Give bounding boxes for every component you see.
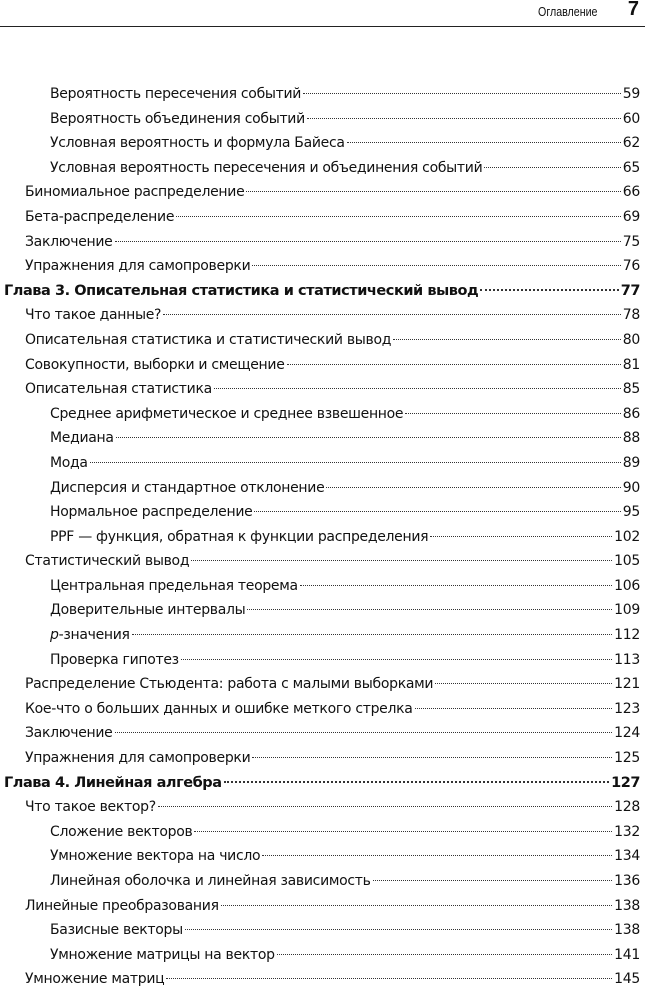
- toc-entry-page: 121: [614, 676, 640, 693]
- dot-leader: [405, 413, 621, 414]
- dot-leader: [307, 118, 621, 119]
- dot-leader: [300, 585, 612, 586]
- toc-section-entry[interactable]: [0, 894, 645, 919]
- toc-subsection-entry[interactable]: [0, 131, 645, 156]
- toc-subsection-entry[interactable]: [0, 426, 645, 451]
- dot-leader: [224, 781, 610, 783]
- toc-entry-title: Упражнения для самопроверки: [25, 750, 251, 767]
- toc-entry-title: Условная вероятность и формула Байеса: [50, 135, 345, 152]
- dot-leader: [252, 757, 612, 758]
- toc-entry-title: Глава 4. Линейная алгебра: [4, 774, 222, 791]
- toc-entry-page: 106: [614, 577, 640, 594]
- page-number: 7: [627, 0, 639, 20]
- toc-subsection-entry[interactable]: [0, 451, 645, 476]
- dot-leader: [484, 167, 620, 168]
- toc-entry-title: Заключение: [25, 233, 113, 250]
- dot-leader: [347, 142, 621, 143]
- toc-entry-page: 95: [622, 504, 640, 521]
- toc-entry-title: Описательная статистика и статистический вывод: [25, 331, 392, 348]
- toc-entry-page: 75: [622, 233, 640, 250]
- dot-leader: [181, 659, 612, 660]
- toc-entry-title: Вероятность объединения событий: [50, 110, 305, 127]
- toc-entry-page: 123: [614, 700, 640, 717]
- dot-leader: [176, 216, 621, 217]
- toc-entry-title: Медиана: [50, 430, 114, 447]
- toc-subsection-entry[interactable]: [0, 869, 645, 894]
- dot-leader: [435, 683, 612, 684]
- toc-entry-title: Что такое вектор?: [25, 799, 156, 816]
- toc-entry-title: Глава 3. Описательная статистика и статистический вывод: [4, 282, 479, 299]
- toc-entry-title: Упражнения для самопроверки: [25, 258, 251, 275]
- dot-leader: [158, 806, 612, 807]
- dot-leader: [480, 289, 618, 291]
- toc-section-entry[interactable]: [0, 254, 645, 279]
- dot-leader: [214, 388, 621, 389]
- toc-subsection-entry[interactable]: [0, 623, 645, 648]
- toc-subsection-entry[interactable]: [0, 402, 645, 427]
- toc-entry-page: 85: [622, 381, 640, 398]
- toc-entry-page: 141: [614, 946, 640, 963]
- toc-entry-page: 113: [614, 651, 640, 668]
- toc-section-entry[interactable]: [0, 180, 645, 205]
- toc-entry-page: 80: [622, 331, 640, 348]
- toc-entry-page: 145: [614, 971, 640, 988]
- dot-leader: [393, 339, 621, 340]
- toc-entry-page: 59: [622, 86, 640, 102]
- toc-subsection-entry[interactable]: [0, 574, 645, 599]
- toc-subsection-entry[interactable]: [0, 820, 645, 845]
- toc-entry-page: 112: [614, 627, 640, 644]
- toc-section-entry[interactable]: [0, 328, 645, 353]
- toc-entry-title: Линейные преобразования: [25, 897, 219, 914]
- toc-entry-title: Совокупности, выборки и смещение: [25, 356, 285, 373]
- toc-entry-title-text: -значения: [58, 627, 130, 644]
- toc-entry-page: 124: [614, 725, 640, 742]
- dot-leader: [115, 732, 613, 733]
- toc-entry-page: 77: [620, 282, 640, 299]
- toc-chapter-entry[interactable]: [0, 279, 645, 304]
- toc-entry-title: Доверительные интервалы: [50, 602, 246, 619]
- dot-leader: [246, 191, 620, 192]
- dot-leader: [254, 511, 620, 512]
- toc-entry-title: Биномиальное распределение: [25, 184, 245, 201]
- toc-entry-title: Умножение матриц: [25, 971, 165, 988]
- dot-leader: [163, 314, 621, 315]
- toc-entry-page: 134: [614, 848, 640, 865]
- toc-entry-title: Вероятность пересечения событий: [50, 86, 302, 102]
- toc-entry-page: 62: [622, 135, 640, 152]
- toc-entry-page: 128: [614, 799, 640, 816]
- dot-leader: [252, 265, 620, 266]
- toc-entry-title: Линейная оболочка и линейная зависимость: [50, 873, 371, 889]
- dot-leader: [166, 978, 612, 979]
- toc-section-entry[interactable]: [0, 746, 645, 771]
- toc-entry-page: 65: [622, 159, 640, 176]
- toc-entry-page: 136: [614, 873, 640, 889]
- toc-entry-title: Кое-что о больших данных и ошибке меткого стрелка: [25, 700, 413, 717]
- toc-entry-title: Описательная статистика: [25, 381, 212, 398]
- table-of-contents: [0, 82, 645, 992]
- toc-entry-title: Умножение матрицы на вектор: [50, 946, 275, 963]
- dot-leader: [303, 93, 621, 94]
- toc-section-entry[interactable]: [0, 795, 645, 820]
- toc-subsection-entry[interactable]: [0, 918, 645, 943]
- toc-entry-title: Дисперсия и стандартное отклонение: [50, 479, 325, 496]
- toc-entry-title: Заключение: [25, 725, 113, 742]
- toc-entry-title: Бета-распределение: [25, 208, 175, 225]
- dot-leader: [430, 536, 612, 537]
- toc-entry-title: Базисные векторы: [50, 922, 183, 939]
- toc-subsection-entry[interactable]: [0, 156, 645, 181]
- toc-entry-title: Нормальное распределение: [50, 504, 253, 521]
- toc-entry-page: 132: [614, 823, 640, 840]
- toc-entry-page: 78: [622, 307, 640, 324]
- toc-section-entry[interactable]: [0, 672, 645, 697]
- dot-leader: [221, 905, 612, 906]
- toc-subsection-entry[interactable]: [0, 943, 645, 968]
- toc-subsection-entry[interactable]: [0, 525, 645, 550]
- toc-entry-page: 109: [614, 602, 640, 619]
- dot-leader: [277, 954, 612, 955]
- running-header: [0, 0, 645, 27]
- dot-leader: [132, 634, 612, 635]
- toc-chapter-entry[interactable]: [0, 771, 645, 796]
- toc-entry-page: 69: [622, 208, 640, 225]
- toc-section-entry[interactable]: [0, 697, 645, 722]
- toc-section-entry[interactable]: [0, 377, 645, 402]
- toc-section-entry[interactable]: [0, 205, 645, 230]
- dot-leader: [115, 241, 621, 242]
- toc-section-entry[interactable]: [0, 230, 645, 255]
- toc-entry-title: Что такое данные?: [25, 307, 162, 324]
- toc-entry-page: 127: [611, 774, 640, 791]
- dot-leader: [373, 880, 613, 881]
- toc-entry-page: 102: [614, 528, 640, 545]
- toc-subsection-entry[interactable]: [0, 844, 645, 869]
- toc-entry-title-italic: p: [50, 627, 59, 644]
- toc-entry-title: Проверка гипотез: [50, 651, 179, 668]
- dot-leader: [287, 364, 621, 365]
- running-title: Оглавление: [537, 4, 597, 19]
- toc-entry-title: Сложение векторов: [50, 823, 193, 840]
- toc-subsection-entry[interactable]: [0, 107, 645, 132]
- toc-entry-page: 105: [614, 553, 640, 570]
- toc-subsection-entry[interactable]: [0, 500, 645, 525]
- toc-entry-title: [50, 623, 130, 648]
- toc-entry-page: 81: [622, 356, 640, 373]
- toc-section-entry[interactable]: [0, 721, 645, 746]
- toc-entry-page: 89: [622, 454, 640, 471]
- dot-leader: [415, 708, 613, 709]
- toc-entry-page: 88: [622, 430, 640, 447]
- toc-entry-page: 138: [614, 922, 640, 939]
- toc-section-entry[interactable]: [0, 303, 645, 328]
- toc-entry-title: Мода: [50, 454, 88, 471]
- toc-entry-page: 86: [622, 405, 640, 422]
- toc-entry-page: 60: [622, 110, 640, 127]
- toc-entry-title: Центральная предельная теорема: [50, 577, 298, 594]
- toc-entry-page: 90: [622, 479, 640, 496]
- dot-leader: [262, 855, 612, 856]
- dot-leader: [326, 487, 620, 488]
- toc-section-entry[interactable]: [0, 549, 645, 574]
- toc-subsection-entry[interactable]: [0, 648, 645, 673]
- toc-entry-title: Статистический вывод: [25, 553, 190, 570]
- dot-leader: [194, 831, 612, 832]
- toc-entry-page: 66: [622, 184, 640, 201]
- toc-subsection-entry[interactable]: [0, 82, 645, 107]
- toc-entry-title: Условная вероятность пересечения и объединения событий: [50, 159, 483, 176]
- dot-leader: [247, 609, 612, 610]
- toc-entry-title: PPF — функция, обратная к функции распределения: [50, 528, 429, 545]
- toc-entry-title: Среднее арифметическое и среднее взвешенное: [50, 405, 404, 422]
- toc-entry-title: Умножение вектора на число: [50, 848, 261, 865]
- toc-entry-title: Распределение Стьюдента: работа с малыми выборками: [25, 676, 434, 693]
- dot-leader: [191, 560, 612, 561]
- toc-entry-page: 76: [622, 258, 640, 275]
- toc-entry-page: 125: [614, 750, 640, 767]
- dot-leader: [90, 462, 621, 463]
- toc-entry-page: 138: [614, 897, 640, 914]
- toc-section-entry[interactable]: [0, 967, 645, 992]
- dot-leader: [185, 929, 612, 930]
- dot-leader: [116, 437, 621, 438]
- toc-subsection-entry[interactable]: [0, 476, 645, 501]
- toc-subsection-entry[interactable]: [0, 598, 645, 623]
- toc-section-entry[interactable]: [0, 353, 645, 378]
